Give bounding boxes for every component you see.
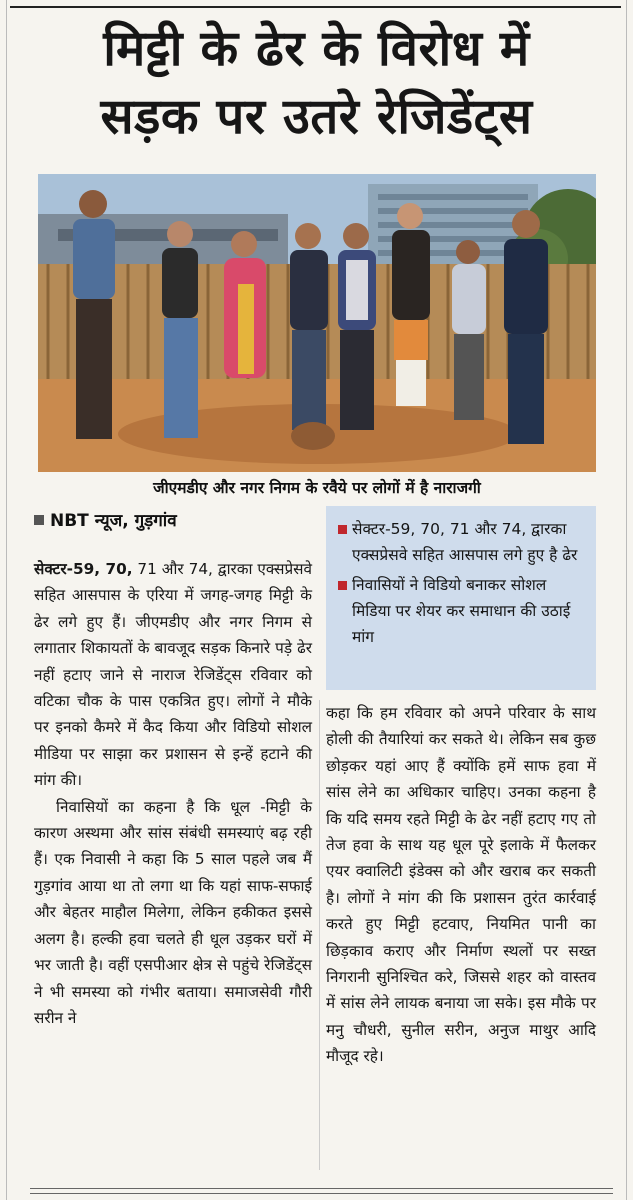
paragraph-1-text: 71 और 74, द्वारका एक्सप्रेसवे सहित आसपास के एरिया में जगह-जगह मिट्टी के ढेर लगे हुए हैं। जीएमडीए और नगर निगम से लगातार शिकायतों के बावजूद सड़क किनारे पड़े ढेर नहीं हटाए जाने से नाराज रेजिडेंट्स रविवार को वटिका चौक के पास एकत्रित हुए। लोगों ने मौके पर इनको कैमरे में कैद किया और विडियो सोशल मीडिया पर साझा कर प्रशासन से इन्हें हटाने की मांग की। [34,560,313,790]
highlight-text: सेक्टर-59, 70, 71 और 74, द्वारका एक्सप्रेसवे सहित आसपास लगे हुए है ढेर [352,520,578,564]
bottom-rule [30,1188,613,1194]
headline-line-2: सड़क पर उतरे रेजिडेंट्स [100,87,533,145]
red-square-bullet-icon [338,525,347,534]
byline [34,506,177,536]
photo-caption: जीएमडीए और नगर निगम के रवैये पर लोगों में है नाराजगी [153,479,481,497]
column-divider [319,700,320,1170]
highlight-item [338,516,586,568]
byline-text: NBT न्यूज, गुड़गांव [50,511,177,531]
page-border-right [626,0,627,1200]
red-square-bullet-icon [338,581,347,590]
top-rule [10,6,621,8]
highlight-item [338,572,586,650]
group-photo-residents [38,174,596,472]
paragraph-3: कहा कि हम रविवार को अपने परिवार के साथ होली की तैयारियां कर सकते थे। लेकिन सब कुछ छोड़कर यहां आए हैं क्योंकि हमें साफ हवा में सांस लेने का अधिकार चाहिए। उनका कहना है कि यदि समय रहते मिट्टी के ढेर नहीं हटाए गए तो तेज हवा के साथ यह धूल पूरे इलाके में फैलकर एयर क्वालिटी इंडेक्स को और खराब कर सकती है। लोगों ने मांग की कि प्रशासन तुरंत कार्रवाई करते हुए मिट्टी हटवाए, नियमित पानी का छिड़काव कराए और निर्माण स्थलों पर सख्त निगरानी सुनिश्चित करे, जिससे शहर को वास्तव में सांस लेने लायक बनाया जा सके। इस मौके पर मनु चौधरी, सुनील सरीन, अनुज माथुर आदि मौजूद रहे। [326,704,596,1066]
paragraph-1 [34,556,312,794]
square-bullet-icon [34,515,44,525]
article-column-1 [34,556,312,1031]
page-border-left [6,0,7,1200]
lead-in: सेक्टर-59, 70, [34,560,133,578]
article-column-2 [326,700,596,1070]
paragraph-2: निवासियों का कहना है कि धूल -मिट्टी के कारण अस्थमा और सांस संबंधी समस्याएं बढ़ रही हैं। एक निवासी ने कहा कि 5 साल पहले जब मैं गुड़गांव आया था तो लगा था कि यहां साफ-सफाई और बेहतर माहौल मिलेगा, लेकिन हकीकत इससे अलग है। हल्की हवा चलते ही धूल उड़कर घरों में भर जाती है। वहीं एसपीआर क्षेत्र से पहुंचे रेजिडेंट्स ने भी समस्या को गंभीर बताया। समाजसेवी गौरी सरीन ने [34,797,312,1027]
highlight-text: निवासियों ने विडियो बनाकर सोशल मिडिया पर शेयर कर समाधान की उठाई मांग [352,576,571,646]
article-headline [20,14,613,150]
headline-line-1: मिट्टी के ढेर के विरोध में [103,19,530,77]
highlights-box [326,506,596,690]
article-photo [38,174,596,472]
